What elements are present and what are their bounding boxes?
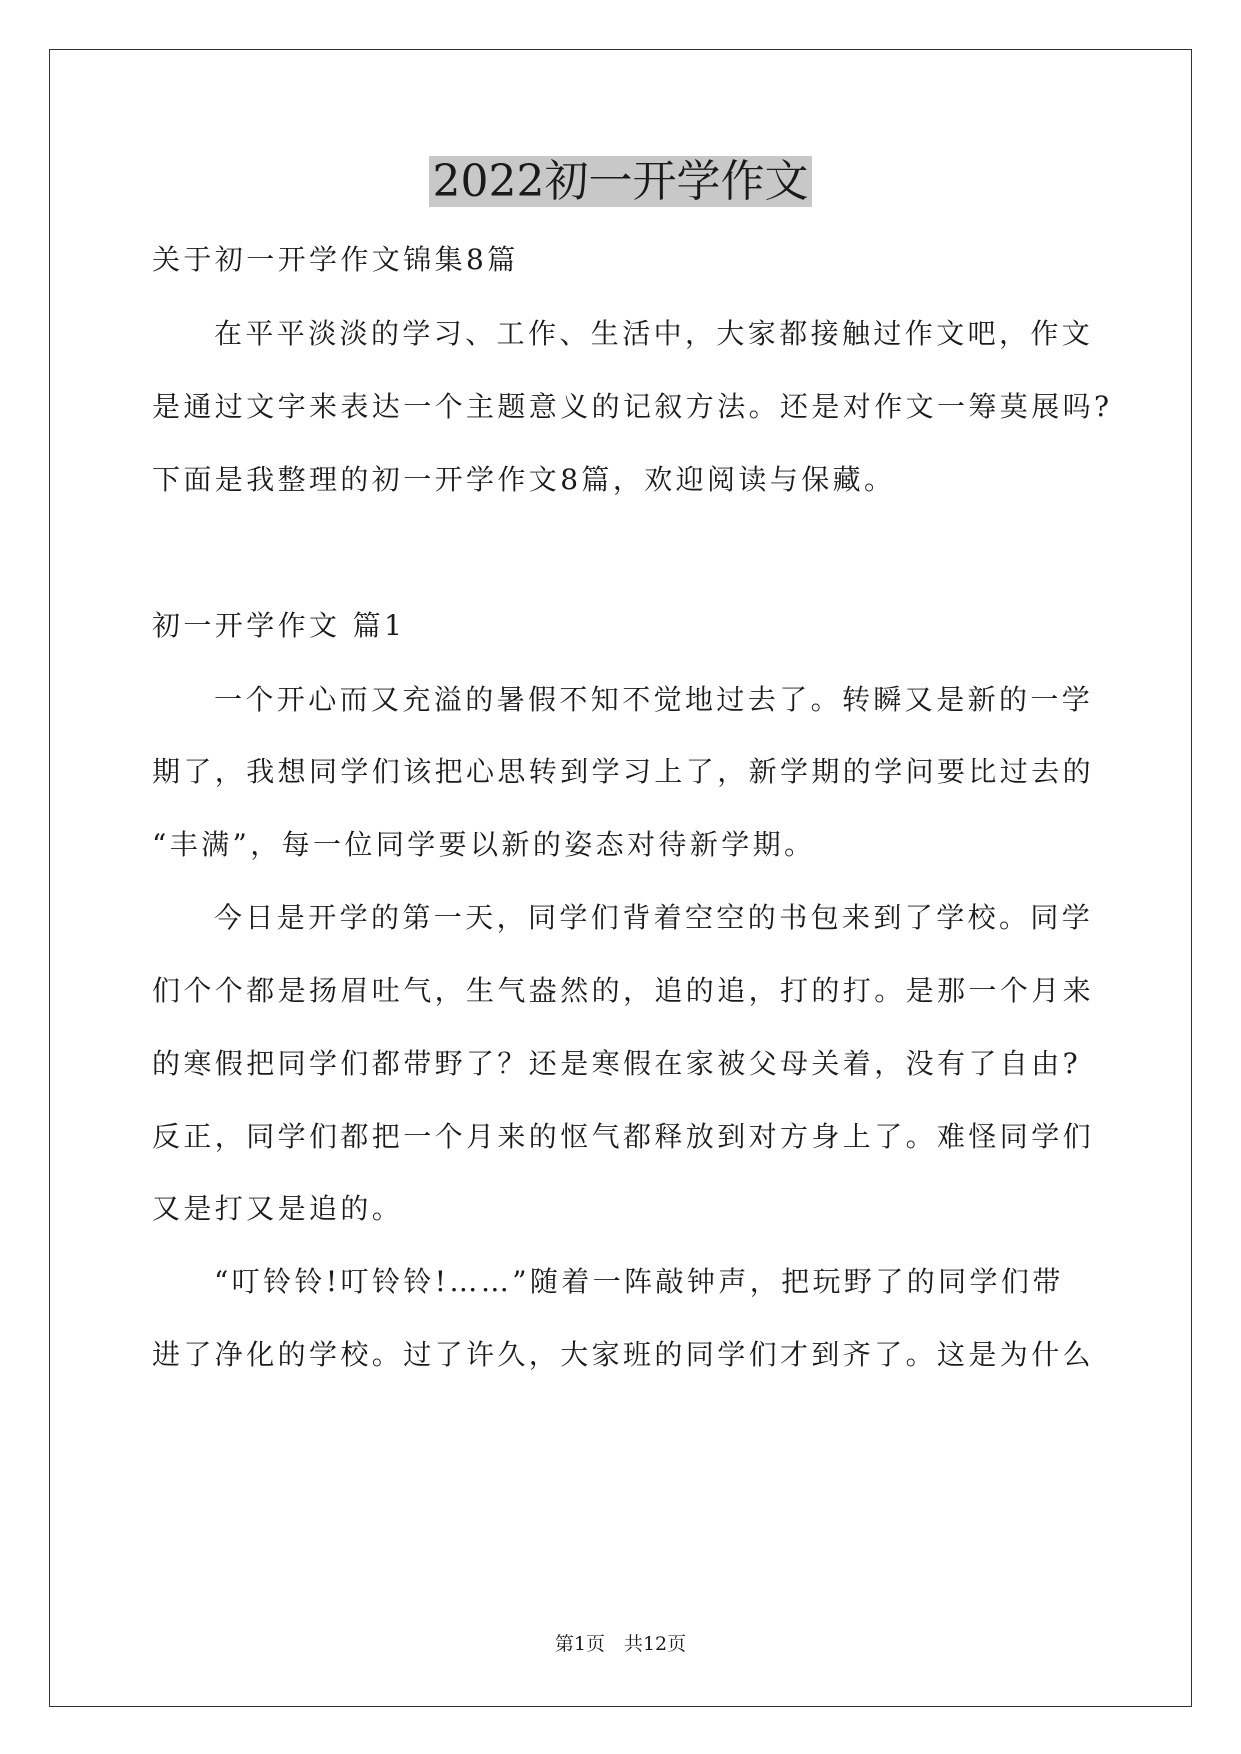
document-subtitle: 关于初一开学作文锦集8篇 [152,243,519,276]
intro-line: 在平平淡淡的学习、工作、生活中，大家都接触过作文吧，作文 [214,317,1094,350]
page-footer: 第1页 共12页 [554,1633,687,1655]
body-line: “丰满”，每一位同学要以新的姿态对待新学期。 [152,828,816,861]
body-line: 的寒假把同学们都带野了？还是寒假在家被父母关着，没有了自由? [152,1047,1082,1080]
body-line: 期了，我想同学们该把心思转到学习上了，新学期的学问要比过去的 [152,755,1095,788]
page-border [49,49,1192,1707]
body-line: 进了净化的学校。过了许久，大家班的同学们才到齐了。这是为什么 [152,1338,1095,1371]
body-line: 一个开心而又充溢的暑假不知不觉地过去了。转瞬又是新的一学 [214,683,1094,716]
intro-line: 下面是我整理的初一开学作文8篇，欢迎阅读与保藏。 [152,463,896,496]
body-line: 今日是开学的第一天，同学们背着空空的书包来到了学校。同学 [214,901,1094,934]
body-line: 又是打又是追的。 [152,1192,404,1225]
body-line: 们个个都是扬眉吐气，生气盎然的，追的追，打的打。是那一个月来 [152,974,1095,1007]
document-title-text: 2022初一开学作文 [429,156,813,207]
body-line: “叮铃铃!叮铃铃!……”随着一阵敲钟声，把玩野了的同学们带 [214,1265,1064,1298]
section-heading: 初一开学作文 篇1 [152,609,406,642]
intro-line: 是通过文字来表达一个主题意义的记叙方法。还是对作文一筹莫展吗? [152,390,1113,423]
document-title [0,150,1241,214]
body-line: 反正，同学们都把一个月来的怄气都释放到对方身上了。难怪同学们 [152,1120,1095,1153]
